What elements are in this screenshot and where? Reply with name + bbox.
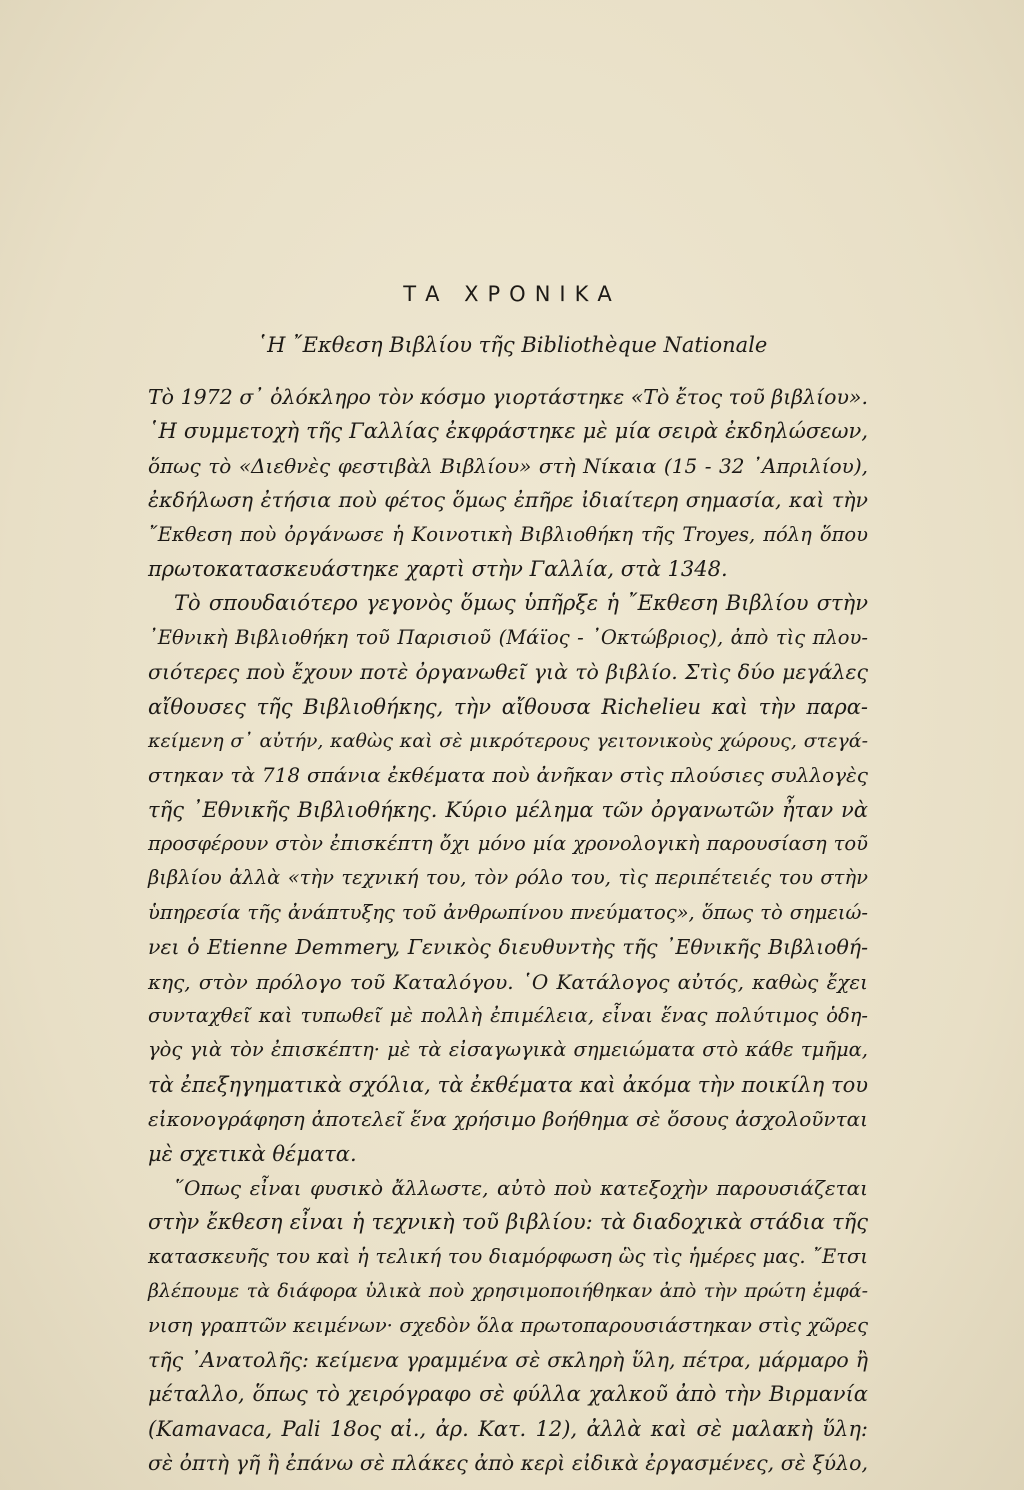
body-line: κείμενη σ᾽ αὐτήν, καθὼς καὶ σὲ μικρότερους γειτονικοὺς χώρους, στεγά- <box>148 729 868 752</box>
body-line: βιβλίου ἀλλὰ «τὴν τεχνική του, τὸν ρόλο του, τὶς περιπέτειές του στὴν <box>148 866 868 890</box>
body-line: προσφέρουν στὸν ἐπισκέπτη ὄχι μόνο μία χρονολογικὴ παρουσίαση τοῦ <box>148 832 868 856</box>
body-line: μέταλλο, ὅπως τὸ χειρόγραφο σὲ φύλλα χαλκοῦ ἀπὸ τὴν Βιρμανία <box>148 1382 868 1407</box>
body-line: ὑπηρεσία τῆς ἀνάπτυξης τοῦ ἀνθρωπίνου πνεύματος», ὅπως τὸ σημειώ- <box>148 900 868 924</box>
body-line: τῆς ᾽Εθνικῆς Βιβλιοθήκης. Κύριο μέλημα τῶν ὀργανωτῶν ἦταν νὰ <box>148 797 868 822</box>
body-line: γὸς γιὰ τὸν ἐπισκέπτη· μὲ τὰ εἰσαγωγικὰ σημειώματα στὸ κάθε τμῆμα, <box>148 1038 868 1062</box>
body-line: (Kamavaca, Pali 18ος αἰ., ἀρ. Κατ. 12), ἀλλὰ καὶ σὲ μαλακὴ ὕλη: <box>148 1416 868 1441</box>
body-line: σὲ ὀπτὴ γῆ ἢ ἐπάνω σὲ πλάκες ἀπὸ κερὶ εἰδικὰ ἐργασμένες, σὲ ξύλο, <box>148 1451 868 1476</box>
body-line: βλέπουμε τὰ διάφορα ὑλικὰ ποὺ χρησιμοποιήθηκαν ἀπὸ τὴν πρώτη ἐμφά- <box>148 1280 868 1303</box>
body-line: ῾Η συμμετοχὴ τῆς Γαλλίας ἐκφράστηκε μὲ μία σειρὰ ἐκδηλώσεων, <box>148 419 868 444</box>
body-line: Τὸ 1972 σ᾽ ὁλόκληρο τὸν κόσμο γιορτάστηκε «Τὸ ἔτος τοῦ βιβλίου». <box>148 385 868 409</box>
body-line: νει ὁ Etienne Demmery, Γενικὸς διευθυντὴς τῆς ᾽Εθνικῆς Βιβλιοθή- <box>148 935 868 960</box>
body-line: ῎Εκθεση ποὺ ὀργάνωσε ἡ Κοινοτικὴ Βιβλιοθήκη τῆς Troyes, πόλη ὅπου <box>148 522 868 546</box>
body-line: κης, στὸν πρόλογο τοῦ Καταλόγου. ῾Ο Κατάλογος αὐτός, καθὼς ἔχει <box>148 969 868 994</box>
body-line: στηκαν τὰ 718 σπάνια ἐκθέματα ποὺ ἀνῆκαν στὶς πλούσιες συλλογὲς <box>148 763 868 788</box>
body-line: αἴθουσες τῆς Βιβλιοθήκης, τὴν αἴθουσα Richelieu καὶ τὴν παρα- <box>148 694 868 719</box>
body-line: τὰ ἐπεξηγηματικὰ σχόλια, τὰ ἐκθέματα καὶ ἀκόμα τὴν ποικίλη του <box>148 1072 868 1097</box>
body-line: τῆς ᾽Ανατολῆς: κείμενα γραμμένα σὲ σκληρὴ ὕλη, πέτρα, μάρμαρο ἢ <box>148 1347 868 1372</box>
body-line: ᾽Εθνικὴ Βιβλιοθήκη τοῦ Παρισιοῦ (Μάϊος - ᾽Οκτώβριος), ἀπὸ τὶς πλου- <box>148 625 868 649</box>
body-line: σιότερες ποὺ ἔχουν ποτὲ ὀργανωθεῖ γιὰ τὸ βιβλίο. Στὶς δύο μεγάλες <box>148 660 868 685</box>
body-line: ῞Οπως εἶναι φυσικὸ ἄλλωστε, αὐτὸ ποὺ κατεξοχὴν παρουσιάζεται <box>174 1175 868 1200</box>
body-line: μὲ σχετικὰ θέματα. <box>148 1141 357 1166</box>
body-line: κατασκευῆς του καὶ ἡ τελική του διαμόρφωση ὣς τὶς ἡμέρες μας. ῎Ετσι <box>148 1244 868 1268</box>
body-line: Τὸ σπουδαιότερο γεγονὸς ὅμως ὑπῆρξε ἡ ῎Εκθεση Βιβλίου στὴν <box>174 591 868 616</box>
body-line: εἰκονογράφηση ἀποτελεῖ ἕνα χρήσιμο βοήθημα σὲ ὅσους ἀσχολοῦνται <box>148 1107 868 1132</box>
article-title: ῾Η ῎Εκθεση Βιβλίου τῆς Bibliothèque Nationale <box>256 333 768 357</box>
body-line: στὴν ἔκθεση εἶναι ἡ τεχνικὴ τοῦ βιβλίου: τὰ διαδοχικὰ στάδια τῆς <box>148 1210 868 1235</box>
body-line: ἐκδήλωση ἐτήσια ποὺ φέτος ὅμως ἐπῆρε ἰδιαίτερη σημασία, καὶ τὴν <box>148 488 868 513</box>
page-heading: ΤΑ ΧΡΟΝΙΚΑ <box>403 282 621 306</box>
body-line: νιση γραπτῶν κειμένων· σχεδὸν ὅλα πρωτοπαρουσιάστηκαν στὶς χῶρες <box>148 1313 868 1337</box>
body-line: πρωτοκατασκευάστηκε χαρτὶ στὴν Γαλλία, στὰ 1348. <box>148 556 728 581</box>
article-body <box>148 380 868 1481</box>
body-line: ὅπως τὸ «Διεθνὲς φεστιβὰλ Βιβλίου» στὴ Νίκαια (15 - 32 ᾽Απριλίου), <box>148 453 868 478</box>
body-line: συνταχθεῖ καὶ τυπωθεῖ μὲ πολλὴ ἐπιμέλεια, εἶναι ἕνας πολύτιμος ὁδη- <box>148 1004 868 1028</box>
